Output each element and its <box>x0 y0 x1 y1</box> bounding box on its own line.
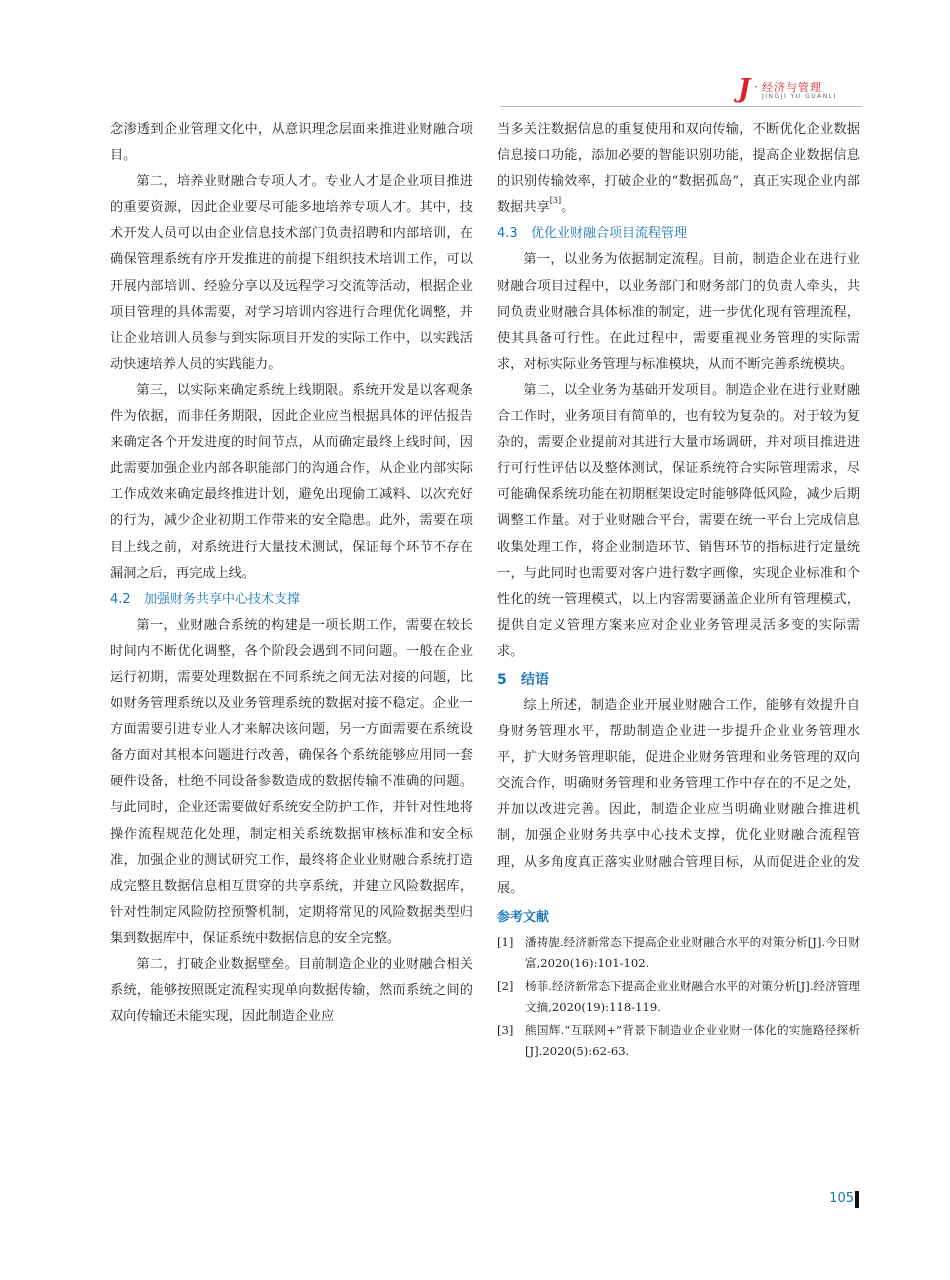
paragraph: 第二，以全业务为基础开发项目。制造企业在进行业财融合工作时，业务项目有简单的，也有较为复杂的。对于较为复杂的，需要企业提前对其进行大量市场调研，并对项目推进进行可行性评估以及整体测试，保证系统符合实际管理需求，尽可能确保系统功能在初期框架设定时能够降低风险，减少后期调整工作量。对于业财融合平台，需要在统一平台上完成信息收集处理工作，将企业制造环节、销售环节的指标进行定量统一，与此同时也需要对客户进行数字画像，实现企业标准和个性化的统一管理模式，以上内容需要涵盖企业所有管理模式，提供自定义管理方案来应对企业业务管理灵活多变的实际需求。 <box>497 382 860 659</box>
journal-pinyin: JINGJI YU GUANLI <box>762 93 837 100</box>
reference-text: 杨菲.经济新常态下提高企业业财融合水平的对策分析[J].经济管理文摘,2020(19):118-119. <box>525 978 860 1015</box>
right-column <box>497 117 860 1064</box>
references-heading: 参考文献 <box>497 909 550 925</box>
paragraph: 念渗透到企业管理文化中，从意识理念层面来推进业财融合项目。 <box>110 122 473 164</box>
paragraph: 第三，以实际来确定系统上线期限。系统开发是以客观条件为依据，而非任务期限，因此企业应当根据具体的评估报告来确定各个开发进度的时间节点，从而确定最终上线时间，因此需要加强企业内部各职能部门的沟通合作，从企业内部实际工作成效来确定最终推进计划，避免出现偷工减料、以次充好的行为，减少企业初期工作带来的安全隐患。此外，需要在项目上线之前，对系统进行大量技术测试，保证每个环节不存在漏洞之后，再完成上线。 <box>110 382 473 581</box>
paragraph-end: 。 <box>561 200 575 216</box>
paragraph: 综上所述，制造企业开展业财融合工作，能够有效提升自身财务管理水平，帮助制造企业进一步提升企业业务管理水平，扩大财务管理职能，促进企业财务管理和业务管理的双向交流合作，明确财务管理和业务管理工作中存在的不足之处，并加以改进完善。因此，制造企业应当明确业财融合推进机制，加强企业财务共享中心技术支撑，优化业财融合流程管理，从多角度真正落实业财融合管理目标，从而促进企业的发展。 <box>497 697 860 896</box>
reference-text: 潘祷旎.经济新常态下提高企业业财融合水平的对策分析[J].今日财富,2020(16):101-102. <box>525 934 860 971</box>
journal-title: 经济与管理 <box>762 81 822 94</box>
reference-number: [1] <box>497 934 514 949</box>
paragraph: 第一，业财融合系统的构建是一项长期工作，需要在较长时间内不断优化调整，各个阶段会遇到不同问题。一般在企业运行初期，需要处理数据在不同系统之间无法对接的问题，比如财务管理系统以及业务管理系统的数据对接不稳定。企业一方面需要引进专业人才来解决该问题，另一方面需要在系统设备方面对其根本问题进行改善，确保各个系统能够应用同一套硬件设备，杜绝不同设备参数造成的数据传输不准确的问题。与此同时，企业还需要做好系统安全防护工作，并针对性地将操作流程规范化处理，制定相关系统数据审核标准和安全标准，加强企业的测试研究工作，最终将企业业财融合系统打造成完整且数据信息相互贯穿的共享系统，并建立风险数据库，针对性制定风险防控预警机制，定期将常见的风险数据类型归集到数据库中，保证系统中数据信息的安全完整。 <box>110 617 473 946</box>
header-rule <box>500 106 862 107</box>
journal-logo-dot: · <box>754 80 758 94</box>
reference-number: [3] <box>497 1022 514 1037</box>
reference-list <box>497 932 860 1063</box>
paragraph: 第一，以业务为依据制定流程。目前，制造企业在进行业财融合项目过程中，以业务部门和财务部门的负责人牵头，共同负责业财融合具体标准的制定，进一步优化现有管理流程，使其具备可行性。在此过程中，需要重视业务管理的实际需求，对标实际业务管理与标准模块，从而不断完善系统模块。 <box>497 252 860 372</box>
journal-logo <box>738 74 858 104</box>
reference-text: 熊国辉.“互联网+”背景下制造业企业业财一体化的实施路径探析[J].2020(5):62-63. <box>525 1022 860 1059</box>
section-title: 加强财务共享中心技术支撑 <box>144 591 301 607</box>
reference-item <box>497 976 860 1019</box>
section-heading-5 <box>497 667 860 693</box>
page-number-bar <box>855 1191 859 1208</box>
section-heading-4-3 <box>497 221 860 247</box>
paragraph: 第二，培养业财融合专项人才。专业人才是企业项目推进的重要资源，因此企业要尽可能多地培养专项人才。其中，技术开发人员可以由企业信息技术部门负责招聘和内部培训，在确保管理系统有序开发推进的前提下组织技术培训工作，可以开展内部培训、经验分享以及远程学习交流等活动，根据企业项目管理的具体需要，对学习培训内容进行合理优化调整，并让企业培训人员参与到实际项目开发的实际工作中，以实践活动快速培养人员的实践能力。 <box>110 174 473 372</box>
section-title: 优化业财融合项目流程管理 <box>531 226 688 242</box>
reference-item <box>497 932 860 975</box>
journal-logo-letter: J <box>738 74 751 104</box>
section-number: 4.3 <box>497 226 518 242</box>
paragraph-text: 当多关注数据信息的重复使用和双向传输，不断优化企业数据信息接口功能，添加必要的智能识别功能，提高企业数据信息的识别传输效率，打破企业的“数据孤岛”，真正实现企业内部数据共享 <box>497 122 860 216</box>
section-number: 5 <box>497 671 507 688</box>
citation: [3] <box>549 196 562 206</box>
paragraph: 第二，打破企业数据壁垒。目前制造企业的业财融合相关系统，能够按照既定流程实现单向数据传输，然而系统之间的双向传输还未能实现，因此制造企业应 <box>110 957 473 1025</box>
section-heading-4-2 <box>110 587 473 613</box>
section-title: 结语 <box>521 671 549 688</box>
left-column <box>110 117 473 1030</box>
reference-number: [2] <box>497 978 514 993</box>
reference-item <box>497 1020 860 1063</box>
paragraph <box>497 117 860 221</box>
section-number: 4.2 <box>110 591 131 607</box>
page-number: 105 <box>829 1191 854 1206</box>
